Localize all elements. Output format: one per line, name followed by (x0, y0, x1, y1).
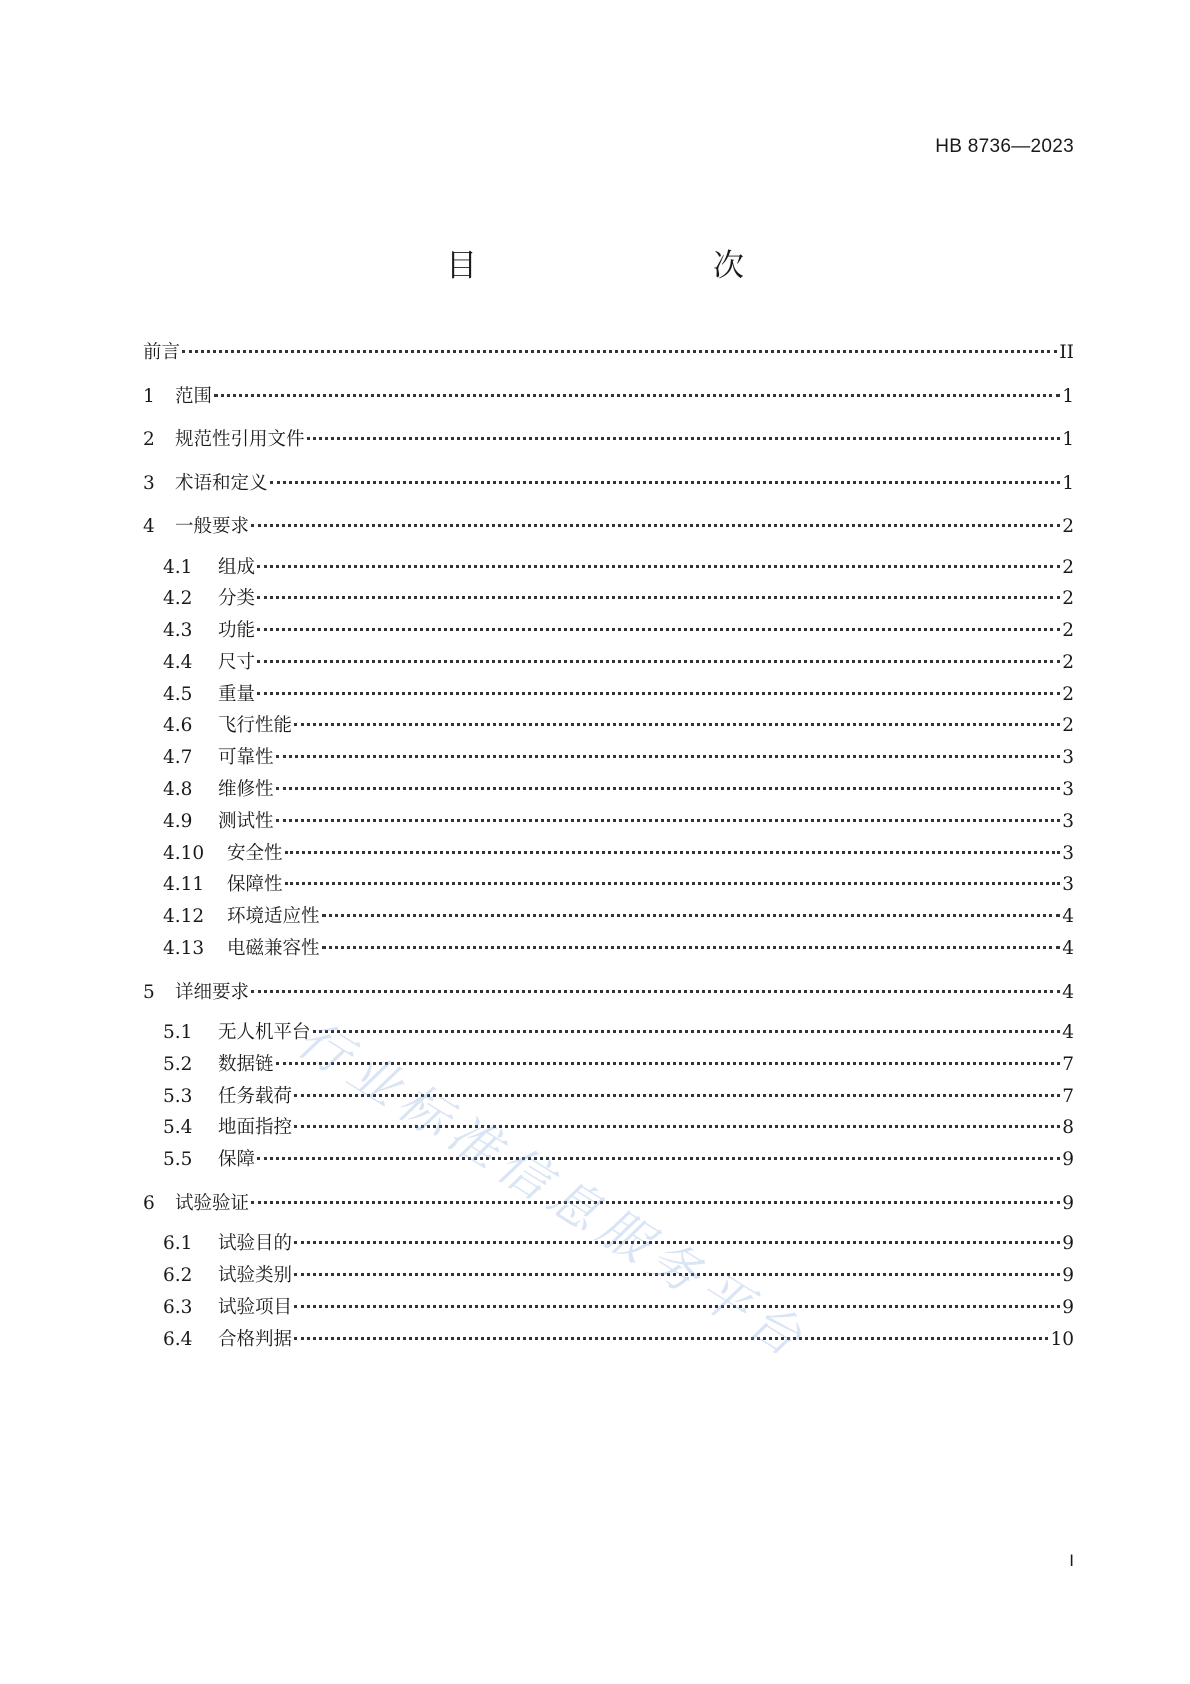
toc-entry-page: 3 (1062, 779, 1074, 801)
toc-entry-label: 试验类别 (218, 1265, 293, 1287)
toc-entry-number: 6.1 (163, 1233, 193, 1255)
table-of-contents (143, 340, 1074, 1353)
toc-leader-dots (276, 1062, 1061, 1065)
toc-leader-dots (276, 787, 1061, 790)
toc-entry-label: 可靠性 (218, 747, 274, 769)
toc-subentry[interactable] (143, 682, 1074, 708)
toc-entry-page: 1 (1062, 385, 1074, 407)
toc-entry-label: 测试性 (218, 810, 274, 832)
toc-subentry[interactable] (143, 555, 1074, 581)
toc-entry-label: 试验目的 (218, 1233, 293, 1255)
toc-entry-label: 安全性 (227, 842, 283, 864)
toc-entry-number: 4.7 (163, 747, 193, 769)
toc-subentry[interactable] (143, 1020, 1074, 1046)
toc-entry-label: 重量 (218, 683, 256, 705)
toc-entry-label: 数据链 (218, 1053, 274, 1075)
toc-subentry[interactable] (143, 586, 1074, 612)
toc-entry-label: 维修性 (218, 779, 274, 801)
toc-entry-label: 保障 (218, 1149, 256, 1171)
toc-subentry[interactable] (143, 1147, 1074, 1173)
toc-leader-dots (322, 946, 1061, 949)
toc-leader-dots (257, 565, 1060, 568)
toc-entry-number: 4.1 (163, 556, 193, 578)
toc-entry-page: 9 (1062, 1233, 1074, 1255)
toc-subentry[interactable] (143, 745, 1074, 771)
toc-entry-label: 术语和定义 (175, 472, 268, 494)
toc-entry[interactable] (143, 1191, 1074, 1217)
toc-entry[interactable] (143, 980, 1074, 1006)
toc-entry-number: 5.3 (163, 1085, 193, 1107)
toc-entry-page: 2 (1062, 651, 1074, 673)
toc-entry-label: 保障性 (227, 874, 283, 896)
toc-leader-dots (182, 350, 1057, 353)
toc-entry-label: 分类 (218, 588, 256, 610)
toc-entry-page: 7 (1062, 1085, 1074, 1107)
toc-subentry[interactable] (143, 777, 1074, 803)
toc-leader-dots (313, 1030, 1061, 1033)
toc-entry-page: 10 (1050, 1328, 1074, 1350)
toc-entry-label: 合格判据 (218, 1328, 293, 1350)
toc-entry-number: 4.9 (163, 810, 193, 832)
toc-leader-dots (294, 1125, 1060, 1128)
toc-entry-label: 组成 (218, 556, 256, 578)
toc-entry-label: 无人机平台 (218, 1022, 311, 1044)
toc-leader-dots (294, 1305, 1060, 1308)
toc-entry-page: 2 (1062, 516, 1074, 537)
toc-title: 目 次 (446, 248, 802, 284)
toc-leader-dots (257, 628, 1060, 631)
toc-entry-number: 4.2 (163, 588, 193, 610)
toc-entry-label: 环境适应性 (227, 906, 320, 928)
toc-leader-dots (322, 914, 1061, 917)
toc-entry-label: 任务载荷 (218, 1085, 293, 1107)
toc-leader-dots (251, 1201, 1060, 1204)
document-code: HB 8736—2023 (935, 136, 1074, 157)
toc-entry-page: 3 (1062, 842, 1074, 864)
toc-entry-page: 4 (1062, 906, 1074, 928)
toc-entry-page: 3 (1062, 747, 1074, 769)
toc-entry-label: 前言 (143, 342, 181, 363)
toc-leader-dots (257, 1157, 1060, 1160)
toc-entry-page: 2 (1062, 620, 1074, 642)
toc-entry-number: 4.6 (163, 715, 193, 737)
toc-entry-page: 2 (1062, 556, 1074, 578)
toc-entry-number: 5.5 (163, 1149, 193, 1171)
toc-leader-dots (270, 481, 1061, 484)
toc-subentry[interactable] (143, 713, 1074, 739)
toc-entry-number: 4.11 (163, 874, 205, 896)
toc-subentry[interactable] (143, 1084, 1074, 1110)
toc-subentry[interactable] (143, 1052, 1074, 1078)
toc-entry-page: 4 (1062, 981, 1074, 1003)
toc-subentry[interactable] (143, 1231, 1074, 1257)
toc-entry-number: 5 (143, 981, 155, 1003)
toc-subentry[interactable] (143, 841, 1074, 867)
toc-entry-page: 2 (1062, 683, 1074, 705)
toc-entry-page: 9 (1062, 1296, 1074, 1318)
toc-entry-number: 6 (143, 1192, 155, 1214)
toc-entry-page: 2 (1062, 715, 1074, 737)
toc-entry-page: 8 (1062, 1117, 1074, 1139)
page-number: I (1069, 1551, 1074, 1570)
toc-entry-number: 5.1 (163, 1022, 193, 1044)
toc-leader-dots (294, 1094, 1060, 1097)
toc-entry-page: 4 (1062, 938, 1074, 960)
toc-entry-page: 9 (1062, 1149, 1074, 1171)
toc-leader-dots (307, 437, 1061, 440)
toc-entry-number: 4.8 (163, 779, 193, 801)
toc-entry-label: 飞行性能 (218, 715, 293, 737)
toc-entry-number: 4 (143, 516, 155, 537)
toc-entry-number: 4.4 (163, 651, 193, 673)
toc-leader-dots (257, 660, 1060, 663)
toc-entry-number: 6.3 (163, 1296, 193, 1318)
toc-entry-label: 地面指控 (218, 1117, 293, 1139)
toc-entry-foreword[interactable] (143, 340, 1074, 366)
toc-subentry[interactable] (143, 650, 1074, 676)
toc-entry-number: 4.3 (163, 620, 193, 642)
toc-entry-label: 试验项目 (218, 1296, 293, 1318)
toc-entry-page: 9 (1062, 1192, 1074, 1214)
toc-entry-label: 尺寸 (218, 651, 256, 673)
toc-subentry[interactable] (143, 1327, 1074, 1353)
toc-entry-label: 详细要求 (175, 981, 250, 1003)
toc-entry-number: 5.4 (163, 1117, 193, 1139)
toc-entry-page: 4 (1062, 1022, 1074, 1044)
toc-entry-page: 2 (1062, 588, 1074, 610)
toc-entry-number: 4.5 (163, 683, 193, 705)
toc-leader-dots (294, 1337, 1048, 1340)
toc-entry-page: 9 (1062, 1265, 1074, 1287)
toc-subentry[interactable] (143, 618, 1074, 644)
toc-entry-number: 4.13 (163, 938, 205, 960)
toc-entry-number: 2 (143, 429, 155, 450)
toc-subentry[interactable] (143, 1263, 1074, 1289)
toc-entry[interactable] (143, 427, 1074, 453)
toc-entry[interactable] (143, 471, 1074, 497)
toc-entry-page: 1 (1062, 472, 1074, 494)
toc-entry[interactable] (143, 514, 1074, 540)
toc-entry-number: 4.10 (163, 842, 205, 864)
toc-leader-dots (285, 851, 1061, 854)
toc-entry-number: 6.4 (163, 1328, 193, 1350)
toc-entry-page: 3 (1062, 810, 1074, 832)
toc-entry-page: 1 (1062, 429, 1074, 450)
toc-entry[interactable] (143, 384, 1074, 410)
toc-subentry[interactable] (143, 809, 1074, 835)
toc-leader-dots (276, 755, 1061, 758)
toc-entry-page: 7 (1062, 1053, 1074, 1075)
toc-leader-dots (251, 524, 1060, 527)
watermark: 行业标准信息服务平台 (287, 1009, 819, 1372)
toc-entry-number: 6.2 (163, 1265, 193, 1287)
toc-leader-dots (294, 723, 1060, 726)
toc-leader-dots (251, 990, 1060, 993)
toc-entry-label: 一般要求 (175, 516, 250, 537)
toc-subentry[interactable] (143, 904, 1074, 930)
toc-entry-label: 功能 (218, 620, 256, 642)
toc-leader-dots (285, 882, 1061, 885)
toc-subentry[interactable] (143, 1295, 1074, 1321)
toc-entry-label: 电磁兼容性 (227, 938, 320, 960)
toc-subentry[interactable] (143, 936, 1074, 962)
toc-entry-number: 3 (143, 472, 155, 494)
toc-leader-dots (257, 596, 1060, 599)
toc-leader-dots (294, 1273, 1060, 1276)
toc-entry-number: 4.12 (163, 906, 205, 928)
toc-entry-label: 试验验证 (175, 1192, 250, 1214)
toc-entry-label: 规范性引用文件 (175, 429, 305, 450)
toc-leader-dots (257, 692, 1060, 695)
toc-entry-number: 5.2 (163, 1053, 193, 1075)
toc-leader-dots (294, 1241, 1060, 1244)
toc-leader-dots (214, 394, 1060, 397)
toc-entry-number: 1 (143, 385, 155, 407)
toc-leader-dots (276, 819, 1061, 822)
toc-subentry[interactable] (143, 872, 1074, 898)
toc-entry-label: 范围 (175, 385, 213, 407)
toc-entry-page: 3 (1062, 874, 1074, 896)
toc-entry-page: II (1059, 342, 1074, 363)
toc-subentry[interactable] (143, 1115, 1074, 1141)
